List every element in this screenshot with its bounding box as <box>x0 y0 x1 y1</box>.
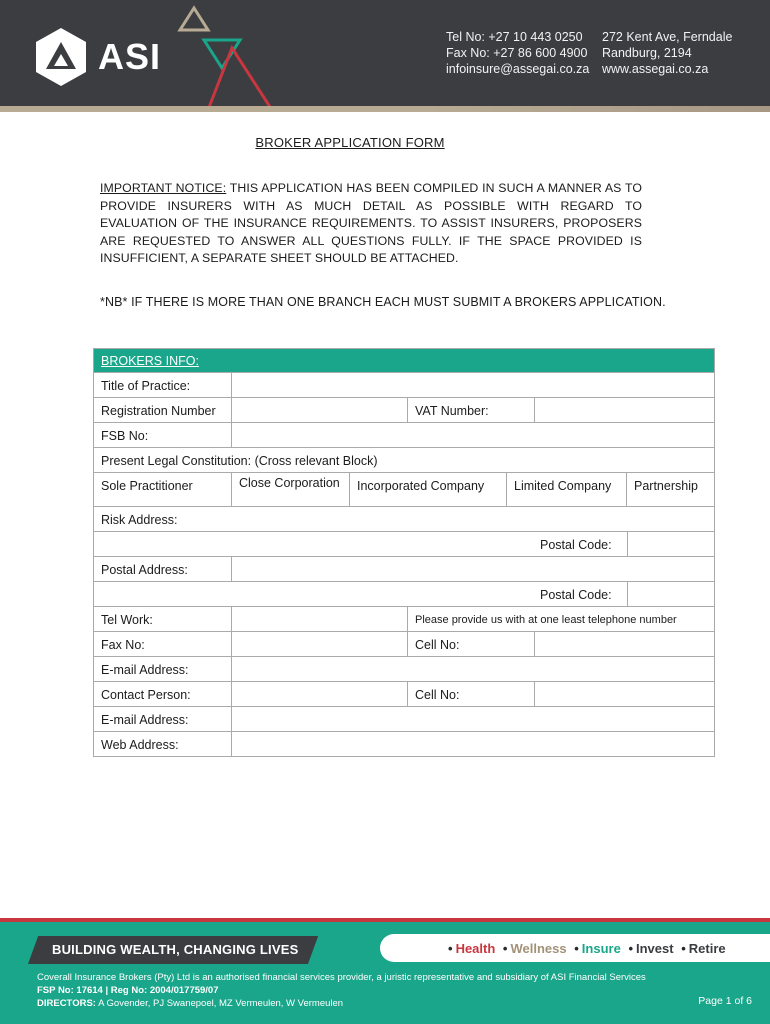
pillar-invest: Invest <box>636 941 674 956</box>
fax-no-label: Fax No: <box>101 638 145 652</box>
section-header: BROKERS INFO: <box>93 348 715 373</box>
fsb-no-field[interactable] <box>231 423 714 447</box>
title-of-practice-label: Title of Practice: <box>101 379 191 393</box>
pillar-retire: Retire <box>688 941 726 956</box>
table-row <box>93 657 715 682</box>
cell-no-field[interactable] <box>534 632 714 656</box>
form-title: BROKER APPLICATION FORM <box>255 135 445 150</box>
important-notice <box>100 180 642 268</box>
pillar-health: Health <box>455 941 496 956</box>
street-address <box>602 29 732 77</box>
bullet-icon: • <box>448 941 453 956</box>
pillar-insure: Insure <box>581 941 621 956</box>
fax-no-field[interactable] <box>231 632 407 656</box>
contact-person-label: Contact Person: <box>101 688 191 702</box>
close-corporation-option[interactable]: Close Corporation <box>231 473 349 506</box>
table-row <box>93 448 715 473</box>
brand-name: ASI <box>98 36 162 77</box>
table-row <box>93 373 715 398</box>
vat-number-field[interactable] <box>534 398 714 422</box>
table-row <box>93 507 715 532</box>
bullet-icon: • <box>502 941 508 956</box>
email-address-field-2[interactable] <box>231 707 714 731</box>
asi-logo-icon <box>30 26 92 88</box>
title-of-practice-field[interactable] <box>231 373 714 397</box>
postal-address-field[interactable] <box>231 557 714 581</box>
postal-address-label: Postal Address: <box>101 563 188 577</box>
table-row <box>93 732 715 757</box>
table-row <box>93 682 715 707</box>
header-divider <box>0 106 770 112</box>
bullet-icon: • <box>628 941 633 956</box>
risk-address-field[interactable] <box>94 532 534 556</box>
legal-constitution-label: Present Legal Constitution: (Cross relevant Block) <box>101 454 378 468</box>
page-header <box>0 0 770 106</box>
brand-triangles-icon <box>170 0 280 112</box>
notice-text: THIS APPLICATION HAS BEEN COMPILED IN SUCH A MANNER AS TO PROVIDE INSURERS WITH AS MUCH DETAIL AS POSSIBLE WITH REGARD TO EVALUATION OF THE INSURANCE REQUIREMENTS. TO ASSIST INSURERS, PROPOSERS ARE REQUESTED TO ANSWER ALL QUESTIONS FULLY. IF THE SPACE PROVIDED IS INSUFFICIENT, A SEPARATE SHEET SHOULD BE ATTACHED. <box>100 181 642 265</box>
bullet-icon: • <box>681 941 686 956</box>
fsb-no-label: FSB No: <box>101 429 149 443</box>
postal-code-label-2: Postal Code: <box>540 588 612 602</box>
fax-number: Fax No: +27 86 600 4900 <box>446 46 588 60</box>
registration-number-field[interactable] <box>231 398 407 422</box>
email-address-label: E-mail Address: <box>101 663 189 677</box>
page-footer <box>0 922 770 1024</box>
partnership-option[interactable]: Partnership <box>626 473 714 506</box>
vat-number-label: VAT Number: <box>407 398 534 422</box>
sole-practitioner-option[interactable]: Sole Practitioner <box>101 479 193 493</box>
pillar-wellness: Wellness <box>510 941 567 956</box>
tel-work-label: Tel Work: <box>101 613 153 627</box>
bullet-icon: • <box>574 941 579 956</box>
phone-note: Please provide us with at one least telephone number <box>407 607 714 631</box>
limited-company-option[interactable]: Limited Company <box>506 473 626 506</box>
registration-number-label: Registration Number <box>101 404 216 418</box>
slogan: BUILDING WEALTH, CHANGING LIVES <box>52 942 299 957</box>
postal-code-field[interactable] <box>627 532 714 556</box>
page-number: Page 1 of 6 <box>698 995 752 1007</box>
address-line-2: Randburg, 2194 <box>602 46 692 60</box>
incorporated-company-option[interactable]: Incorporated Company <box>349 473 506 506</box>
table-row <box>93 557 715 582</box>
directors-label: DIRECTORS: <box>37 998 96 1009</box>
table-row <box>93 707 715 732</box>
fsp-registration: FSP No: 17614 | Reg No: 2004/017759/07 <box>37 985 219 996</box>
cell-no-field-2[interactable] <box>534 682 714 706</box>
brokers-info-table <box>93 348 715 757</box>
cell-no-label-2: Cell No: <box>407 682 534 706</box>
notice-label: IMPORTANT NOTICE: <box>100 181 227 195</box>
email-address: infoinsure@assegai.co.za <box>446 62 590 76</box>
pillars <box>448 941 730 956</box>
table-row <box>93 423 715 448</box>
contact-details <box>446 29 589 77</box>
cell-no-label: Cell No: <box>407 632 534 656</box>
tel-work-field[interactable] <box>231 607 407 631</box>
address-line-1: 272 Kent Ave, Ferndale <box>602 30 733 44</box>
web-address-field[interactable] <box>231 732 714 756</box>
postal-address-field-2[interactable] <box>94 582 534 606</box>
table-row <box>93 607 715 632</box>
postal-code-label: Postal Code: <box>540 538 612 552</box>
directors-line <box>37 998 343 1010</box>
table-row <box>93 473 715 507</box>
website: www.assegai.co.za <box>602 62 709 76</box>
risk-address-label: Risk Address: <box>101 513 178 527</box>
tel-number: Tel No: +27 10 443 0250 <box>446 30 583 44</box>
web-address-label: Web Address: <box>101 738 179 752</box>
table-row <box>93 582 715 607</box>
contact-person-field[interactable] <box>231 682 407 706</box>
legal-disclaimer: Coverall Insurance Brokers (Pty) Ltd is an authorised financial services provider, a juristic representative and subsidiary of ASI Financial Services <box>37 972 646 983</box>
email-address-field[interactable] <box>231 657 714 681</box>
table-row <box>93 398 715 423</box>
table-row <box>93 532 715 557</box>
nb-notice: *NB* IF THERE IS MORE THAN ONE BRANCH EACH MUST SUBMIT A BROKERS APPLICATION. <box>100 295 666 309</box>
directors-names: A Govender, PJ Swanepoel, MZ Vermeulen, W Vermeulen <box>95 998 344 1009</box>
email-address-label-2: E-mail Address: <box>101 713 189 727</box>
postal-code-field-2[interactable] <box>627 582 714 606</box>
table-row <box>93 632 715 657</box>
